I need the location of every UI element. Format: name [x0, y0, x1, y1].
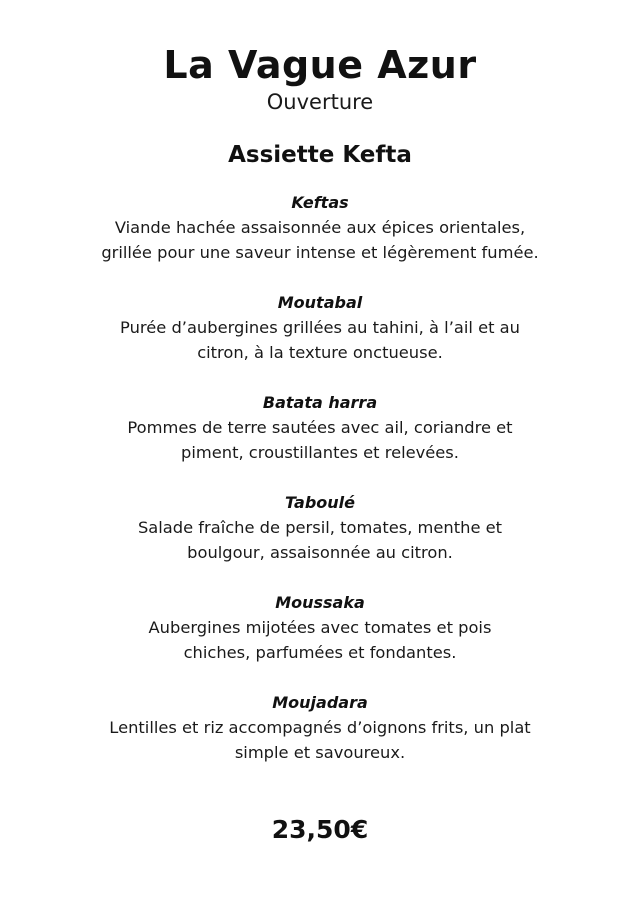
- dish-item: [90, 390, 550, 465]
- dish-item: [90, 690, 550, 765]
- dish-description: Aubergines mijotées avec tomates et pois chiches, parfumées et fondantes.: [148, 618, 492, 662]
- dish-name: Keftas: [291, 193, 349, 212]
- dish-description: Salade fraîche de persil, tomates, menthe et boulgour, assaisonnée au citron.: [137, 518, 503, 562]
- dish-description: Lentilles et riz accompagnés d’oignons frits, un plat simple et savoureux.: [109, 718, 531, 762]
- dish-item: [90, 190, 550, 265]
- dish-item: [90, 290, 550, 365]
- dish-item: [90, 590, 550, 665]
- dish-name: Taboulé: [285, 493, 355, 512]
- dish-name: Batata harra: [262, 393, 378, 412]
- dish-description: Viande hachée assaisonnée aux épices orientales, grillée pour une saveur intense et légèrement fumée.: [101, 218, 539, 262]
- restaurant-name: La Vague Azur: [163, 43, 477, 87]
- dish-list: [90, 190, 550, 790]
- menu-price: 23,50€: [271, 815, 369, 844]
- dish-item: [90, 490, 550, 565]
- dish-name: Moussaka: [275, 593, 365, 612]
- dish-name: Moutabal: [277, 293, 363, 312]
- dish-name: Moujadara: [272, 693, 368, 712]
- menu-title: Assiette Kefta: [228, 142, 412, 168]
- dish-description: Purée d’aubergines grillées au tahini, à l’ail et au citron, à la texture onctueuse.: [120, 318, 520, 362]
- restaurant-subtitle: Ouverture: [266, 90, 374, 114]
- dish-description: Pommes de terre sautées avec ail, coriandre et piment, croustillantes et relevées.: [127, 418, 513, 462]
